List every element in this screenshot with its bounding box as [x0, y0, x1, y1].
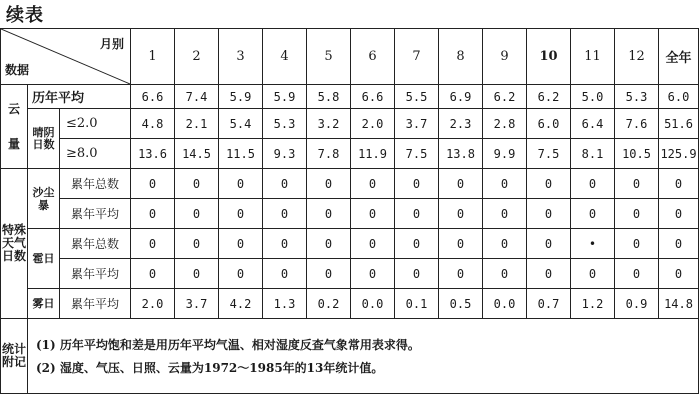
- table-cell: 2.0: [351, 109, 395, 139]
- table-cell: 0: [131, 259, 175, 289]
- table-cell: 2.0: [131, 289, 175, 319]
- cloud-group-label: [1, 85, 28, 169]
- table-cell: •: [571, 229, 615, 259]
- table-cell: 0: [219, 199, 263, 229]
- table-cell: 5.5: [395, 85, 439, 109]
- table-cell: 125.9: [659, 139, 699, 169]
- table-cell: 0: [175, 199, 219, 229]
- table-cell: 0: [263, 199, 307, 229]
- table-cell: 0: [483, 199, 527, 229]
- table-cell: 0.5: [439, 289, 483, 319]
- cloud-avg-label: 历年平均: [28, 85, 131, 109]
- cloud-clear-row: [1, 109, 699, 139]
- table-cell: 1.2: [571, 289, 615, 319]
- table-cell: 0.0: [351, 289, 395, 319]
- table-cell: 0: [527, 199, 571, 229]
- month-header: 3: [219, 29, 263, 85]
- month-header: 11: [571, 29, 615, 85]
- header-row: [1, 29, 699, 85]
- table-cell: 14.5: [175, 139, 219, 169]
- month-header: 4: [263, 29, 307, 85]
- table-cell: 0.2: [307, 289, 351, 319]
- table-cell: 8.1: [571, 139, 615, 169]
- sandstorm-avg-row: [1, 199, 699, 229]
- table-cell: 7.6: [615, 109, 659, 139]
- table-cell: 0: [439, 229, 483, 259]
- table-cell: 11.5: [219, 139, 263, 169]
- table-cell: 0: [439, 259, 483, 289]
- table-cell: 0: [175, 229, 219, 259]
- notes-row: [1, 319, 699, 394]
- table-cell: 14.8: [659, 289, 699, 319]
- table-cell: 0: [439, 169, 483, 199]
- cloud-overcast-row: [1, 139, 699, 169]
- table-cell: 0: [351, 259, 395, 289]
- note-line-1: (1) 历年平均饱和差是用历年平均气温、相对湿度反查气象常用表求得。: [36, 338, 420, 352]
- table-cell: 0.1: [395, 289, 439, 319]
- table-cell: 51.6: [659, 109, 699, 139]
- month-header: 7: [395, 29, 439, 85]
- table-cell: 0: [351, 229, 395, 259]
- table-cell: 0: [395, 259, 439, 289]
- table-cell: 0: [659, 259, 699, 289]
- month-header: 12: [615, 29, 659, 85]
- table-cell: 5.4: [219, 109, 263, 139]
- notes-cell: [28, 319, 699, 394]
- table-cell: 0: [571, 199, 615, 229]
- month-header: 10: [527, 29, 571, 85]
- clear-overcast-days-label: 晴阴日数: [28, 109, 60, 169]
- table-cell: 0: [219, 259, 263, 289]
- table-cell: 2.3: [439, 109, 483, 139]
- table-cell: 0.9: [615, 289, 659, 319]
- table-cell: 0: [131, 169, 175, 199]
- table-cell: 0: [219, 229, 263, 259]
- table-cell: 0: [659, 169, 699, 199]
- table-cell: 5.3: [615, 85, 659, 109]
- table-cell: 5.3: [263, 109, 307, 139]
- table-cell: 0: [483, 169, 527, 199]
- table-cell: 3.7: [395, 109, 439, 139]
- sandstorm-label: 沙尘暴: [28, 169, 60, 229]
- table-cell: 0: [571, 169, 615, 199]
- table-cell: 11.9: [351, 139, 395, 169]
- table-cell: 6.9: [439, 85, 483, 109]
- table-cell: 0: [351, 199, 395, 229]
- notes-label: 统计附记: [1, 319, 28, 394]
- table-cell: 0: [615, 199, 659, 229]
- table-cell: 13.6: [131, 139, 175, 169]
- note-line-2: (2) 湿度、气压、日照、云量为1972～1985年的13年统计值。: [36, 361, 384, 375]
- table-cell: 3.7: [175, 289, 219, 319]
- table-cell: 5.8: [307, 85, 351, 109]
- table-cell: 0: [131, 229, 175, 259]
- table-cell: 0: [395, 229, 439, 259]
- table-cell: 0: [527, 169, 571, 199]
- table-cell: 0: [483, 229, 527, 259]
- fog-avg-row: [1, 289, 699, 319]
- climate-table: [0, 28, 699, 394]
- sandstorm-avg-label: 累年平均: [60, 199, 131, 229]
- hail-label: 雹日: [28, 229, 60, 289]
- year-header: 全年: [659, 29, 699, 85]
- table-cell: 1.3: [263, 289, 307, 319]
- data-header-label: 数据: [5, 63, 30, 77]
- table-cell: 13.8: [439, 139, 483, 169]
- overcast-threshold-label: ≥8.0: [60, 139, 131, 169]
- month-header: 8: [439, 29, 483, 85]
- table-cell: 6.2: [527, 85, 571, 109]
- table-cell: 4.8: [131, 109, 175, 139]
- table-cell: 0: [395, 169, 439, 199]
- month-header: 2: [175, 29, 219, 85]
- month-header: 6: [351, 29, 395, 85]
- hail-avg-label: 累年平均: [60, 259, 131, 289]
- table-cell: 0: [219, 169, 263, 199]
- table-cell: 6.4: [571, 109, 615, 139]
- table-cell: 2.8: [483, 109, 527, 139]
- table-cell: 0: [615, 169, 659, 199]
- table-cell: 7.5: [395, 139, 439, 169]
- table-cell: 0: [307, 229, 351, 259]
- table-cell: 10.5: [615, 139, 659, 169]
- table-cell: 0: [263, 229, 307, 259]
- fog-label: 雾日: [28, 289, 60, 319]
- hail-total-row: [1, 229, 699, 259]
- table-cell: 0: [527, 229, 571, 259]
- hail-total-label: 累年总数: [60, 229, 131, 259]
- table-cell: 0: [615, 229, 659, 259]
- table-cell: 0: [659, 199, 699, 229]
- table-cell: 9.9: [483, 139, 527, 169]
- table-cell: 0: [571, 259, 615, 289]
- table-cell: 9.3: [263, 139, 307, 169]
- table-cell: 6.0: [659, 85, 699, 109]
- table-cell: 6.0: [527, 109, 571, 139]
- table-cell: 7.8: [307, 139, 351, 169]
- hail-avg-row: [1, 259, 699, 289]
- sandstorm-total-label: 累年总数: [60, 169, 131, 199]
- table-cell: 5.9: [219, 85, 263, 109]
- table-cell: 2.1: [175, 109, 219, 139]
- table-cell: 0: [307, 259, 351, 289]
- table-cell: 0: [659, 229, 699, 259]
- table-cell: 6.6: [131, 85, 175, 109]
- table-cell: 0: [395, 199, 439, 229]
- diagonal-header-cell: [1, 29, 131, 85]
- table-cell: 0: [263, 259, 307, 289]
- table-cell: 6.6: [351, 85, 395, 109]
- month-header-label: 月别: [100, 37, 125, 51]
- table-cell: 0: [307, 169, 351, 199]
- special-weather-group-label: 特殊天气日数: [1, 169, 28, 319]
- table-title: 续表: [6, 5, 44, 26]
- table-cell: 0: [527, 259, 571, 289]
- clear-threshold-label: ≤2.0: [60, 109, 131, 139]
- table-cell: 0: [263, 169, 307, 199]
- table-cell: 7.4: [175, 85, 219, 109]
- table-cell: 0: [175, 169, 219, 199]
- table-cell: 5.9: [263, 85, 307, 109]
- cloud-label-top: 云: [7, 101, 20, 116]
- month-header: 9: [483, 29, 527, 85]
- table-cell: 0: [615, 259, 659, 289]
- table-cell: 4.2: [219, 289, 263, 319]
- month-header: 5: [307, 29, 351, 85]
- table-cell: 7.5: [527, 139, 571, 169]
- table-cell: 0: [131, 199, 175, 229]
- table-cell: 0.7: [527, 289, 571, 319]
- table-cell: 0: [351, 169, 395, 199]
- table-cell: 6.2: [483, 85, 527, 109]
- table-cell: 0: [483, 259, 527, 289]
- table-cell: 5.0: [571, 85, 615, 109]
- table-cell: 0: [175, 259, 219, 289]
- fog-avg-label: 累年平均: [60, 289, 131, 319]
- table-cell: 0: [439, 199, 483, 229]
- cloud-label-bottom: 量: [7, 136, 20, 151]
- table-cell: 3.2: [307, 109, 351, 139]
- table-cell: 0.0: [483, 289, 527, 319]
- sandstorm-total-row: [1, 169, 699, 199]
- month-header: 1: [131, 29, 175, 85]
- table-cell: 0: [307, 199, 351, 229]
- cloud-avg-row: [1, 85, 699, 109]
